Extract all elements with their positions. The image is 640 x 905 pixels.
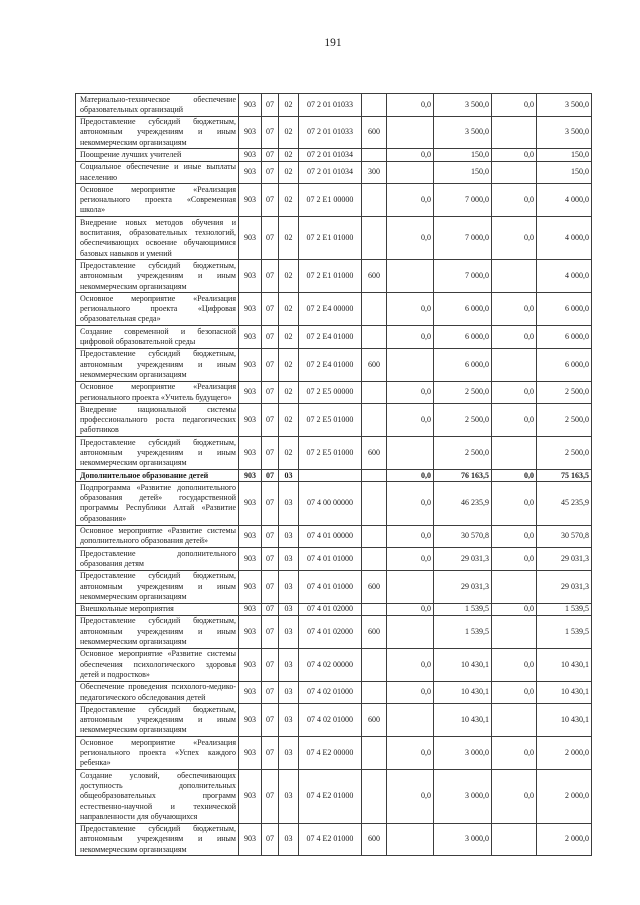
section-cell: 07 [262, 293, 279, 326]
expense-type-cell: 600 [362, 260, 387, 293]
table-row [76, 737, 592, 770]
amount-4-cell: 150,0 [537, 149, 592, 161]
expense-type-cell: 600 [362, 437, 387, 470]
amount-4-cell: 30 570,8 [537, 525, 592, 548]
table-row [76, 823, 592, 856]
item-name-cell: Предоставление субсидий бюджетным, автономным учреждениям и иным некоммерческим организациям [76, 437, 239, 470]
amount-2-cell: 3 500,0 [434, 116, 492, 149]
section-cell: 07 [262, 737, 279, 770]
amount-4-cell: 2 500,0 [537, 437, 592, 470]
table-row [76, 381, 592, 404]
admin-code-cell: 903 [239, 770, 262, 823]
item-name-cell: Предоставление дополнительного образования детям [76, 548, 239, 571]
table-row [76, 260, 592, 293]
table-row [76, 94, 592, 117]
item-name-cell: Основное мероприятие «Развитие системы обеспечения психологического здоровья детей и подростков» [76, 648, 239, 681]
amount-4-cell: 2 500,0 [537, 404, 592, 437]
amount-3-cell [492, 260, 537, 293]
table-row [76, 161, 592, 184]
amount-4-cell: 6 000,0 [537, 293, 592, 326]
section-cell: 07 [262, 823, 279, 856]
section-cell: 07 [262, 648, 279, 681]
item-name-cell: Основное мероприятие «Реализация регионального проекта «Современная школа» [76, 184, 239, 217]
table-row [76, 184, 592, 217]
amount-1-cell: 0,0 [387, 482, 434, 525]
target-article-cell [299, 470, 362, 482]
amount-2-cell: 10 430,1 [434, 681, 492, 704]
amount-1-cell: 0,0 [387, 525, 434, 548]
amount-3-cell: 0,0 [492, 217, 537, 260]
target-article-cell: 07 4 01 02000 [299, 615, 362, 648]
admin-code-cell: 903 [239, 184, 262, 217]
subsection-cell: 02 [279, 161, 299, 184]
amount-1-cell: 0,0 [387, 217, 434, 260]
section-cell: 07 [262, 482, 279, 525]
table-row [76, 548, 592, 571]
expense-type-cell [362, 681, 387, 704]
expense-type-cell: 600 [362, 570, 387, 603]
item-name-cell: Основное мероприятие «Реализация регионального проекта «Успех каждого ребенка» [76, 737, 239, 770]
section-cell: 07 [262, 149, 279, 161]
expense-type-cell [362, 381, 387, 404]
amount-4-cell: 3 500,0 [537, 116, 592, 149]
item-name-cell: Внедрение новых методов обучения и воспитания, образовательных технологий, обеспечивающих освоение обучающимися базовых навыков и умений [76, 217, 239, 260]
item-name-cell: Обеспечение проведения психолого-медико-педагогического обследования детей [76, 681, 239, 704]
subsection-cell: 03 [279, 770, 299, 823]
budget-table-body [76, 94, 592, 856]
section-cell: 07 [262, 161, 279, 184]
section-cell: 07 [262, 184, 279, 217]
amount-2-cell: 3 000,0 [434, 770, 492, 823]
item-name-cell: Создание современной и безопасной цифровой образовательной среды [76, 326, 239, 349]
section-cell: 07 [262, 260, 279, 293]
target-article-cell: 07 2 Е5 01000 [299, 437, 362, 470]
amount-4-cell: 3 500,0 [537, 94, 592, 117]
amount-2-cell: 2 500,0 [434, 381, 492, 404]
item-name-cell: Дополнительное образование детей [76, 470, 239, 482]
amount-1-cell: 0,0 [387, 603, 434, 615]
amount-1-cell [387, 348, 434, 381]
item-name-cell: Предоставление субсидий бюджетным, автономным учреждениям и иным некоммерческим организациям [76, 570, 239, 603]
item-name-cell: Материально-техническое обеспечение образовательных организаций [76, 94, 239, 117]
amount-1-cell [387, 437, 434, 470]
amount-3-cell [492, 615, 537, 648]
amount-4-cell: 10 430,1 [537, 648, 592, 681]
amount-4-cell: 4 000,0 [537, 260, 592, 293]
admin-code-cell: 903 [239, 437, 262, 470]
target-article-cell: 07 2 Е4 00000 [299, 293, 362, 326]
item-name-cell: Основное мероприятие «Реализация регионального проекта «Цифровая образовательная среда» [76, 293, 239, 326]
subsection-cell: 02 [279, 326, 299, 349]
page-number: 191 [324, 37, 342, 49]
section-cell: 07 [262, 615, 279, 648]
table-row [76, 525, 592, 548]
section-cell: 07 [262, 603, 279, 615]
admin-code-cell: 903 [239, 737, 262, 770]
subsection-cell: 03 [279, 603, 299, 615]
subsection-cell: 02 [279, 404, 299, 437]
target-article-cell: 07 4 02 01000 [299, 704, 362, 737]
target-article-cell: 07 2 01 01033 [299, 116, 362, 149]
amount-1-cell: 0,0 [387, 470, 434, 482]
table-row [76, 404, 592, 437]
item-name-cell: Основное мероприятие «Реализация регионального проекта «Учитель будущего» [76, 381, 239, 404]
amount-3-cell: 0,0 [492, 603, 537, 615]
amount-2-cell: 3 500,0 [434, 94, 492, 117]
item-name-cell: Предоставление субсидий бюджетным, автономным учреждениям и иным некоммерческим организациям [76, 823, 239, 856]
expense-type-cell [362, 293, 387, 326]
section-cell: 07 [262, 348, 279, 381]
amount-2-cell: 7 000,0 [434, 260, 492, 293]
amount-3-cell: 0,0 [492, 548, 537, 571]
subsection-cell: 02 [279, 184, 299, 217]
amount-1-cell: 0,0 [387, 326, 434, 349]
amount-2-cell: 1 539,5 [434, 615, 492, 648]
admin-code-cell: 903 [239, 570, 262, 603]
expense-type-cell: 600 [362, 615, 387, 648]
amount-3-cell: 0,0 [492, 648, 537, 681]
expense-type-cell [362, 737, 387, 770]
section-cell: 07 [262, 381, 279, 404]
amount-3-cell: 0,0 [492, 470, 537, 482]
amount-3-cell: 0,0 [492, 293, 537, 326]
target-article-cell: 07 2 Е5 01000 [299, 404, 362, 437]
table-row [76, 326, 592, 349]
amount-4-cell: 1 539,5 [537, 603, 592, 615]
expense-type-cell: 600 [362, 823, 387, 856]
section-cell: 07 [262, 548, 279, 571]
amount-4-cell: 150,0 [537, 161, 592, 184]
amount-3-cell: 0,0 [492, 381, 537, 404]
amount-3-cell: 0,0 [492, 149, 537, 161]
table-row [76, 437, 592, 470]
amount-3-cell [492, 437, 537, 470]
item-name-cell: Предоставление субсидий бюджетным, автономным учреждениям и иным некоммерческим организациям [76, 348, 239, 381]
subsection-cell: 02 [279, 217, 299, 260]
subsection-cell: 03 [279, 681, 299, 704]
subsection-cell: 03 [279, 615, 299, 648]
section-cell: 07 [262, 404, 279, 437]
subsection-cell: 02 [279, 149, 299, 161]
expense-type-cell [362, 525, 387, 548]
admin-code-cell: 903 [239, 704, 262, 737]
amount-2-cell: 2 500,0 [434, 404, 492, 437]
section-cell: 07 [262, 326, 279, 349]
amount-2-cell: 76 163,5 [434, 470, 492, 482]
item-name-cell: Социальное обеспечение и иные выплаты населению [76, 161, 239, 184]
target-article-cell: 07 2 Е4 01000 [299, 348, 362, 381]
item-name-cell: Предоставление субсидий бюджетным, автономным учреждениям и иным некоммерческим организациям [76, 704, 239, 737]
expense-type-cell [362, 603, 387, 615]
table-row [76, 348, 592, 381]
target-article-cell: 07 2 Е5 00000 [299, 381, 362, 404]
amount-2-cell: 150,0 [434, 149, 492, 161]
admin-code-cell: 903 [239, 348, 262, 381]
section-cell: 07 [262, 437, 279, 470]
target-article-cell: 07 2 Е1 00000 [299, 184, 362, 217]
item-name-cell: Внедрение национальной системы профессионального роста педагогических работников [76, 404, 239, 437]
amount-4-cell: 10 430,1 [537, 704, 592, 737]
item-name-cell: Предоставление субсидий бюджетным, автономным учреждениям и иным некоммерческим организациям [76, 116, 239, 149]
amount-1-cell [387, 161, 434, 184]
admin-code-cell: 903 [239, 293, 262, 326]
amount-3-cell [492, 704, 537, 737]
table-row [76, 482, 592, 525]
target-article-cell: 07 4 Е2 00000 [299, 737, 362, 770]
target-article-cell: 07 4 01 01000 [299, 570, 362, 603]
admin-code-cell: 903 [239, 548, 262, 571]
amount-1-cell: 0,0 [387, 404, 434, 437]
amount-1-cell [387, 260, 434, 293]
amount-4-cell: 2 000,0 [537, 770, 592, 823]
table-row [76, 770, 592, 823]
expense-type-cell: 600 [362, 116, 387, 149]
subsection-cell: 03 [279, 648, 299, 681]
amount-3-cell: 0,0 [492, 404, 537, 437]
amount-1-cell: 0,0 [387, 293, 434, 326]
subsection-cell: 03 [279, 823, 299, 856]
amount-2-cell: 6 000,0 [434, 293, 492, 326]
subsection-cell: 02 [279, 260, 299, 293]
amount-2-cell: 3 000,0 [434, 737, 492, 770]
amount-4-cell: 2 500,0 [537, 381, 592, 404]
target-article-cell: 07 4 Е2 01000 [299, 823, 362, 856]
amount-2-cell: 29 031,3 [434, 570, 492, 603]
subsection-cell: 02 [279, 381, 299, 404]
target-article-cell: 07 4 Е2 01000 [299, 770, 362, 823]
amount-3-cell: 0,0 [492, 770, 537, 823]
amount-4-cell: 1 539,5 [537, 615, 592, 648]
item-name-cell: Внешкольные мероприятия [76, 603, 239, 615]
admin-code-cell: 903 [239, 681, 262, 704]
item-name-cell: Создание условий, обеспечивающих доступность дополнительных общеобразовательных программ естественно-научной и технической направленности для обучающихся [76, 770, 239, 823]
amount-4-cell: 29 031,3 [537, 570, 592, 603]
table-row [76, 615, 592, 648]
admin-code-cell: 903 [239, 94, 262, 117]
amount-2-cell: 2 500,0 [434, 437, 492, 470]
admin-code-cell: 903 [239, 470, 262, 482]
section-cell: 07 [262, 704, 279, 737]
item-name-cell: Предоставление субсидий бюджетным, автономным учреждениям и иным некоммерческим организациям [76, 615, 239, 648]
amount-1-cell: 0,0 [387, 737, 434, 770]
amount-3-cell: 0,0 [492, 737, 537, 770]
subsection-cell: 03 [279, 548, 299, 571]
target-article-cell: 07 4 01 00000 [299, 525, 362, 548]
amount-1-cell: 0,0 [387, 548, 434, 571]
admin-code-cell: 903 [239, 149, 262, 161]
expense-type-cell [362, 770, 387, 823]
subsection-cell: 02 [279, 94, 299, 117]
admin-code-cell: 903 [239, 326, 262, 349]
expense-type-cell [362, 470, 387, 482]
amount-4-cell: 4 000,0 [537, 217, 592, 260]
target-article-cell: 07 4 01 01000 [299, 548, 362, 571]
target-article-cell: 07 4 00 00000 [299, 482, 362, 525]
table-row [76, 470, 592, 482]
amount-2-cell: 46 235,9 [434, 482, 492, 525]
table-row [76, 681, 592, 704]
amount-2-cell: 10 430,1 [434, 704, 492, 737]
expense-type-cell: 300 [362, 161, 387, 184]
amount-2-cell: 6 000,0 [434, 326, 492, 349]
amount-3-cell: 0,0 [492, 525, 537, 548]
amount-2-cell: 30 570,8 [434, 525, 492, 548]
amount-3-cell: 0,0 [492, 326, 537, 349]
target-article-cell: 07 4 02 01000 [299, 681, 362, 704]
subsection-cell: 02 [279, 348, 299, 381]
target-article-cell: 07 2 Е4 01000 [299, 326, 362, 349]
expense-type-cell [362, 648, 387, 681]
amount-1-cell [387, 704, 434, 737]
amount-4-cell: 45 235,9 [537, 482, 592, 525]
amount-2-cell: 7 000,0 [434, 217, 492, 260]
section-cell: 07 [262, 525, 279, 548]
expense-type-cell [362, 326, 387, 349]
amount-3-cell [492, 348, 537, 381]
expense-type-cell [362, 548, 387, 571]
target-article-cell: 07 2 01 01034 [299, 149, 362, 161]
amount-3-cell: 0,0 [492, 681, 537, 704]
expense-type-cell [362, 482, 387, 525]
section-cell: 07 [262, 681, 279, 704]
admin-code-cell: 903 [239, 525, 262, 548]
section-cell: 07 [262, 770, 279, 823]
target-article-cell: 07 4 02 00000 [299, 648, 362, 681]
amount-3-cell [492, 823, 537, 856]
amount-1-cell [387, 570, 434, 603]
subsection-cell: 03 [279, 525, 299, 548]
admin-code-cell: 903 [239, 116, 262, 149]
expense-type-cell [362, 149, 387, 161]
amount-1-cell [387, 116, 434, 149]
expense-type-cell [362, 184, 387, 217]
admin-code-cell: 903 [239, 615, 262, 648]
subsection-cell: 03 [279, 470, 299, 482]
subsection-cell: 03 [279, 482, 299, 525]
amount-1-cell: 0,0 [387, 648, 434, 681]
table-row [76, 704, 592, 737]
amount-1-cell [387, 823, 434, 856]
item-name-cell: Предоставление субсидий бюджетным, автономным учреждениям и иным некоммерческим организациям [76, 260, 239, 293]
admin-code-cell: 903 [239, 381, 262, 404]
section-cell: 07 [262, 470, 279, 482]
admin-code-cell: 903 [239, 648, 262, 681]
section-cell: 07 [262, 217, 279, 260]
amount-4-cell: 4 000,0 [537, 184, 592, 217]
amount-2-cell: 1 539,5 [434, 603, 492, 615]
table-row [76, 116, 592, 149]
amount-1-cell: 0,0 [387, 381, 434, 404]
expense-type-cell: 600 [362, 348, 387, 381]
amount-2-cell: 3 000,0 [434, 823, 492, 856]
amount-4-cell: 2 000,0 [537, 823, 592, 856]
section-cell: 07 [262, 570, 279, 603]
amount-2-cell: 150,0 [434, 161, 492, 184]
table-row [76, 149, 592, 161]
expense-type-cell [362, 217, 387, 260]
subsection-cell: 02 [279, 437, 299, 470]
budget-table [75, 93, 592, 856]
amount-1-cell: 0,0 [387, 681, 434, 704]
amount-3-cell [492, 116, 537, 149]
amount-4-cell: 6 000,0 [537, 348, 592, 381]
amount-3-cell [492, 570, 537, 603]
expense-type-cell [362, 404, 387, 437]
item-name-cell: Основное мероприятие «Развитие системы дополнительного образования детей» [76, 525, 239, 548]
subsection-cell: 03 [279, 570, 299, 603]
amount-1-cell: 0,0 [387, 184, 434, 217]
amount-4-cell: 6 000,0 [537, 326, 592, 349]
target-article-cell: 07 2 Е1 01000 [299, 260, 362, 293]
amount-1-cell [387, 615, 434, 648]
expense-type-cell [362, 94, 387, 117]
admin-code-cell: 903 [239, 161, 262, 184]
target-article-cell: 07 2 Е1 01000 [299, 217, 362, 260]
expense-type-cell: 600 [362, 704, 387, 737]
admin-code-cell: 903 [239, 260, 262, 293]
amount-3-cell [492, 161, 537, 184]
amount-4-cell: 10 430,1 [537, 681, 592, 704]
target-article-cell: 07 4 01 02000 [299, 603, 362, 615]
section-cell: 07 [262, 116, 279, 149]
item-name-cell: Подпрограмма «Развитие дополнительного образования детей» государственной программы Республики Алтай «Развитие образования» [76, 482, 239, 525]
table-row [76, 603, 592, 615]
amount-2-cell: 7 000,0 [434, 184, 492, 217]
admin-code-cell: 903 [239, 603, 262, 615]
item-name-cell: Поощрение лучших учителей [76, 149, 239, 161]
amount-2-cell: 10 430,1 [434, 648, 492, 681]
subsection-cell: 03 [279, 737, 299, 770]
subsection-cell: 03 [279, 704, 299, 737]
section-cell: 07 [262, 94, 279, 117]
amount-3-cell: 0,0 [492, 94, 537, 117]
amount-4-cell: 75 163,5 [537, 470, 592, 482]
amount-2-cell: 29 031,3 [434, 548, 492, 571]
amount-3-cell: 0,0 [492, 184, 537, 217]
table-row [76, 217, 592, 260]
admin-code-cell: 903 [239, 823, 262, 856]
amount-1-cell: 0,0 [387, 149, 434, 161]
admin-code-cell: 903 [239, 482, 262, 525]
table-row [76, 570, 592, 603]
subsection-cell: 02 [279, 116, 299, 149]
amount-1-cell: 0,0 [387, 770, 434, 823]
amount-3-cell: 0,0 [492, 482, 537, 525]
amount-2-cell: 6 000,0 [434, 348, 492, 381]
admin-code-cell: 903 [239, 217, 262, 260]
amount-1-cell: 0,0 [387, 94, 434, 117]
table-row [76, 293, 592, 326]
target-article-cell: 07 2 01 01034 [299, 161, 362, 184]
subsection-cell: 02 [279, 293, 299, 326]
admin-code-cell: 903 [239, 404, 262, 437]
target-article-cell: 07 2 01 01033 [299, 94, 362, 117]
amount-4-cell: 2 000,0 [537, 737, 592, 770]
amount-4-cell: 29 031,3 [537, 548, 592, 571]
table-row [76, 648, 592, 681]
